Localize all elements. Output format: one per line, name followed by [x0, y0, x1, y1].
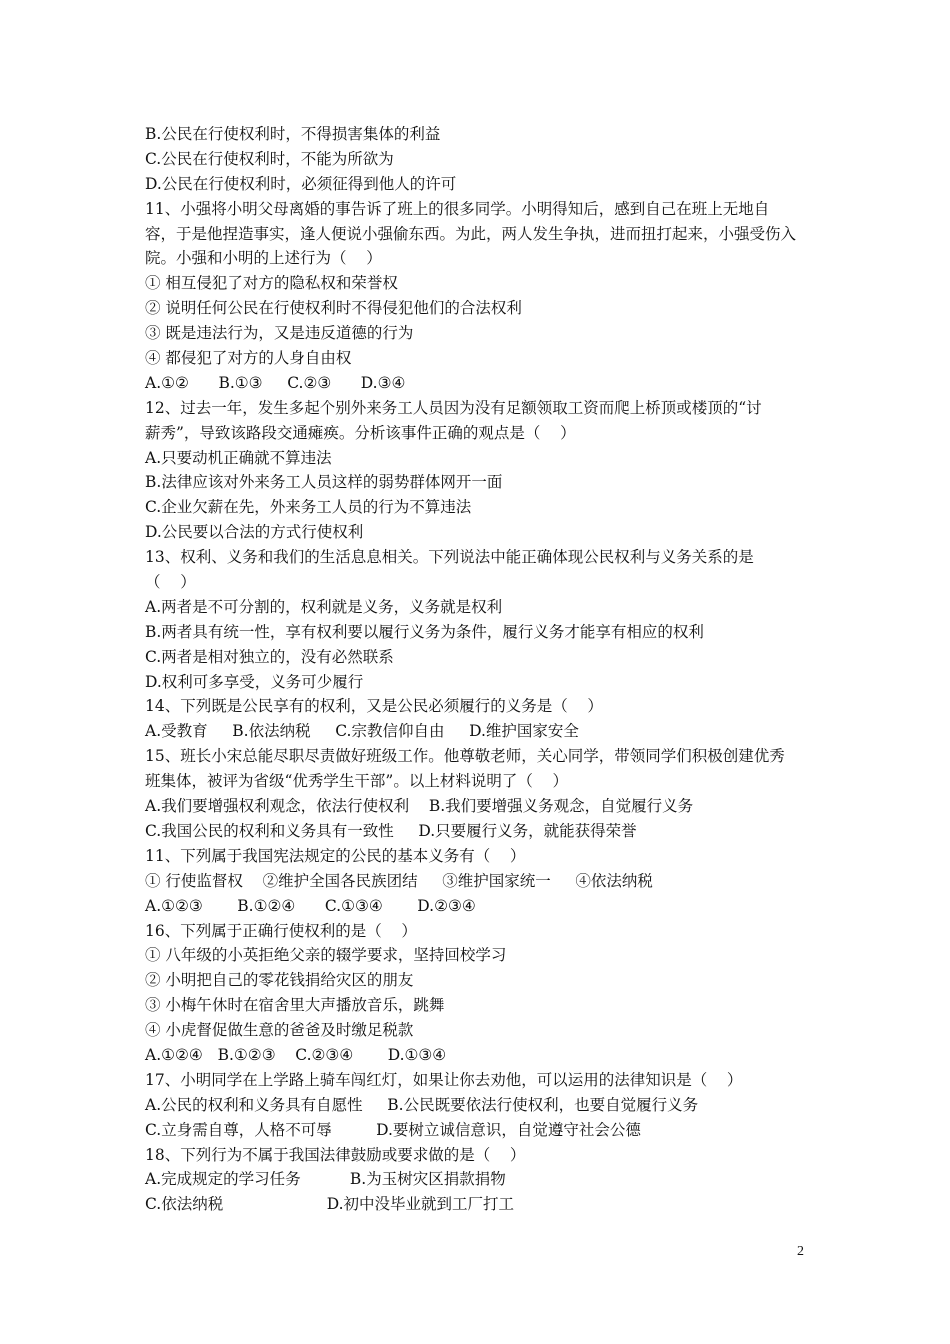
page-number: 2 [797, 1244, 804, 1259]
text-line: 薪秀”，导致该路段交通瘫痪。分析该事件正确的观点是（ ） [145, 423, 576, 442]
text-line: 11、下列属于我国宪法规定的公民的基本义务有（ ） [145, 846, 526, 865]
text-line: 14、下列既是公民享有的权利，又是公民必须履行的义务是（ ） [145, 697, 603, 716]
text-line: 16、下列属于正确行使权利的是（ ） [145, 921, 417, 940]
text-line: A.受教育 B.依法纳税 C.宗教信仰自由 D.维护国家安全 [145, 722, 579, 741]
text-line: D.权利可多享受，义务可少履行 [145, 672, 364, 691]
text-line: C.企业欠薪在先，外来务工人员的行为不算违法 [145, 498, 472, 517]
text-line: 11、小强将小明父母离婚的事告诉了班上的很多同学。小明得知后，感到自己在班上无地自 [145, 199, 770, 218]
text-line: （ ） [145, 573, 196, 592]
text-line: A.公民的权利和义务具有自愿性 B.公民既要依法行使权利，也要自觉履行义务 [145, 1095, 699, 1114]
text-line: A.只要动机正确就不算违法 [145, 448, 332, 467]
text-line: 院。小强和小明的上述行为（ ） [145, 249, 382, 268]
text-line: A.两者是不可分割的，权利就是义务，义务就是权利 [145, 597, 503, 616]
document-body [145, 122, 825, 1217]
text-line: A.①②④ B.①②③ C.②③④ D.①③④ [145, 1045, 447, 1064]
text-line: A.①②③ B.①②④ C.①③④ D.②③④ [145, 896, 476, 915]
text-line: C.公民在行使权利时，不能为所欲为 [145, 149, 394, 168]
text-line: 18、下列行为不属于我国法律鼓励或要求做的是（ ） [145, 1145, 526, 1164]
text-line: ③ 既是违法行为，又是违反道德的行为 [145, 324, 414, 343]
text-line: ④ 小虎督促做生意的爸爸及时缴足税款 [145, 1021, 414, 1040]
text-line: C.立身需自尊，人格不可辱 D.要树立诚信意识，自觉遵守社会公德 [145, 1120, 641, 1139]
text-line: C.依法纳税 D.初中没毕业就到工厂打工 [145, 1195, 515, 1214]
text-line: B.两者具有统一性，享有权利要以履行义务为条件，履行义务才能享有相应的权利 [145, 622, 704, 641]
text-line: A.完成规定的学习任务 B.为玉树灾区捐款捐物 [145, 1170, 506, 1189]
text-line: ① 相互侵犯了对方的隐私权和荣誉权 [145, 274, 398, 293]
text-line: ② 小明把自己的零花钱捐给灾区的朋友 [145, 971, 414, 990]
text-line: B.法律应该对外来务工人员这样的弱势群体网开一面 [145, 473, 503, 492]
text-line: ④ 都侵犯了对方的人身自由权 [145, 349, 352, 368]
text-line: 17、小明同学在上学路上骑车闯红灯，如果让你去劝他，可以运用的法律知识是（ ） [145, 1070, 743, 1089]
text-line: C.两者是相对独立的，没有必然联系 [145, 647, 394, 666]
text-line: A.①② B.①③ C.②③ D.③④ [145, 373, 406, 392]
text-line: B.公民在行使权利时，不得损害集体的利益 [145, 125, 441, 143]
text-line: A.我们要增强权利观念，依法行使权利 B.我们要增强义务观念，自觉履行义务 [145, 797, 694, 816]
text-line: D.公民要以合法的方式行使权利 [145, 523, 364, 542]
text-line: D.公民在行使权利时，必须征得到他人的许可 [145, 174, 457, 193]
text-line: ② 说明任何公民在行使权利时不得侵犯他们的合法权利 [145, 299, 522, 318]
text-line: ③ 小梅午休时在宿舍里大声播放音乐，跳舞 [145, 996, 445, 1015]
text-line: ① 八年级的小英拒绝父亲的辍学要求，坚持回校学习 [145, 946, 507, 965]
text-line: 班集体，被评为省级“优秀学生干部”。以上材料说明了（ ） [145, 772, 569, 791]
text-line: 13、权利、义务和我们的生活息息相关。下列说法中能正确体现公民权利与义务关系的是 [145, 548, 754, 567]
text-line: C.我国公民的权利和义务具有一致性 D.只要履行义务，就能获得荣誉 [145, 821, 637, 840]
text-line: 15、班长小宋总能尽职尽责做好班级工作。他尊敬老师，关心同学，带领同学们积极创建优秀 [145, 747, 785, 766]
text-line: ① 行使监督权 ②维护全国各民族团结 ③维护国家统一 ④依法纳税 [145, 871, 653, 890]
text-line: 12、过去一年，发生多起个别外来务工人员因为没有足额领取工资而爬上桥顶或楼顶的“讨 [145, 398, 762, 417]
text-line: 容，于是他捏造事实，逢人便说小强偷东西。为此，两人发生争执，进而扭打起来，小强受伤入 [145, 224, 797, 243]
